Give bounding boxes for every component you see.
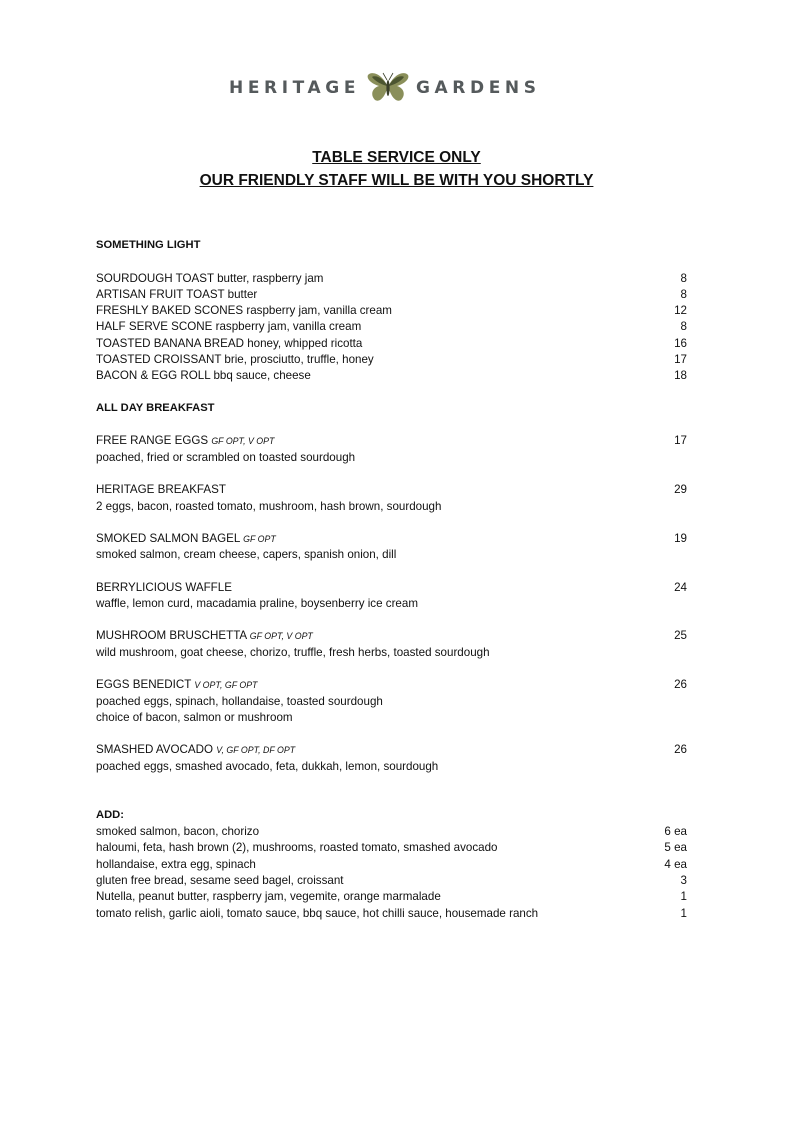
item-description: poached, fried or scrambled on toasted sourdough	[96, 451, 356, 464]
item-name: EGGS BENEDICT	[96, 678, 192, 691]
item-description: smoked salmon, cream cheese, capers, spanish onion, dill	[96, 548, 397, 561]
menu-item	[96, 319, 687, 335]
item-price: 18	[674, 369, 687, 382]
menu-item	[96, 482, 687, 498]
item-price: 8	[680, 288, 687, 301]
item-name: BACON & EGG ROLL bbq sauce, cheese	[96, 369, 311, 382]
section-title-something-light: SOMETHING LIGHT	[96, 239, 201, 251]
item-price: 6 ea	[664, 825, 687, 838]
menu-item	[96, 857, 687, 873]
item-name-wrap	[96, 677, 257, 693]
item-price: 16	[674, 337, 687, 350]
item-tags: GF OPT, V OPT	[249, 631, 313, 641]
item-name-wrap	[96, 531, 276, 547]
brand-word-right: GARDENS	[416, 78, 541, 98]
item-description: 2 eggs, bacon, roasted tomato, mushroom, hash brown, sourdough	[96, 500, 442, 513]
item-price: 3	[680, 874, 687, 887]
menu-item	[96, 873, 687, 889]
brand-logo	[0, 70, 793, 106]
item-description: wild mushroom, goat cheese, chorizo, truffle, fresh herbs, toasted sourdough	[96, 646, 490, 659]
menu-item	[96, 906, 687, 922]
item-price: 8	[680, 320, 687, 333]
menu-item	[96, 677, 687, 693]
menu-item	[96, 840, 687, 856]
item-name-wrap	[96, 742, 295, 758]
item-name: SMOKED SALMON BAGEL	[96, 532, 240, 545]
item-description: poached eggs, smashed avocado, feta, dukkah, lemon, sourdough	[96, 760, 439, 773]
section-title-add: ADD:	[96, 809, 124, 821]
menu-item	[96, 824, 687, 840]
item-price: 19	[674, 532, 687, 545]
item-tags: GF OPT, V OPT	[211, 436, 275, 446]
menu-item	[96, 889, 687, 905]
item-name: smoked salmon, bacon, chorizo	[96, 825, 260, 838]
item-name-wrap	[96, 433, 274, 449]
notice-line-1: TABLE SERVICE ONLY	[312, 149, 481, 166]
item-name: gluten free bread, sesame seed bagel, croissant	[96, 874, 344, 887]
item-description: choice of bacon, salmon or mushroom	[96, 711, 293, 724]
menu-item	[96, 336, 687, 352]
item-name: BERRYLICIOUS WAFFLE	[96, 581, 232, 594]
menu-item	[96, 368, 687, 384]
menu-item	[96, 531, 687, 547]
item-name: FRESHLY BAKED SCONES raspberry jam, vanilla cream	[96, 304, 392, 317]
item-name: haloumi, feta, hash brown (2), mushrooms, roasted tomato, smashed avocado	[96, 841, 498, 854]
notice-line-2: OUR FRIENDLY STAFF WILL BE WITH YOU SHORTLY	[199, 172, 594, 189]
menu-item	[96, 580, 687, 596]
menu-item	[96, 303, 687, 319]
menu-item	[96, 742, 687, 758]
item-price: 1	[680, 890, 687, 903]
item-name: ARTISAN FRUIT TOAST butter	[96, 288, 258, 301]
item-price: 5 ea	[664, 841, 687, 854]
item-price: 29	[674, 483, 687, 496]
menu-item	[96, 352, 687, 368]
item-price: 4 ea	[664, 858, 687, 871]
menu-item	[96, 433, 687, 449]
item-name: hollandaise, extra egg, spinach	[96, 858, 256, 871]
item-price: 24	[674, 581, 687, 594]
menu-item	[96, 271, 687, 287]
item-name: MUSHROOM BRUSCHETTA	[96, 629, 247, 642]
item-name: HALF SERVE SCONE raspberry jam, vanilla cream	[96, 320, 362, 333]
item-tags: V OPT, GF OPT	[194, 680, 258, 690]
menu-item	[96, 628, 687, 644]
item-name-wrap	[96, 580, 232, 596]
item-price: 17	[674, 434, 687, 447]
item-name: HERITAGE BREAKFAST	[96, 483, 226, 496]
item-name: tomato relish, garlic aioli, tomato sauce, bbq sauce, hot chilli sauce, housemade ranch	[96, 907, 539, 920]
item-price: 26	[674, 678, 687, 691]
menu-item	[96, 287, 687, 303]
item-description: waffle, lemon curd, macadamia praline, boysenberry ice cream	[96, 597, 418, 610]
item-description: poached eggs, spinach, hollandaise, toasted sourdough	[96, 695, 383, 708]
item-tags: GF OPT	[243, 534, 276, 544]
item-name: TOASTED CROISSANT brie, prosciutto, truffle, honey	[96, 353, 374, 366]
brand-word-left: HERITAGE	[229, 78, 361, 98]
item-tags: V, GF OPT, DF OPT	[216, 745, 296, 755]
item-price: 17	[674, 353, 687, 366]
butterfly-icon	[366, 70, 410, 104]
item-name: FREE RANGE EGGS	[96, 434, 209, 447]
item-name: Nutella, peanut butter, raspberry jam, vegemite, orange marmalade	[96, 890, 441, 903]
item-price: 8	[680, 272, 687, 285]
item-name-wrap	[96, 628, 313, 644]
item-name: TOASTED BANANA BREAD honey, whipped ricotta	[96, 337, 363, 350]
section-title-all-day-breakfast: ALL DAY BREAKFAST	[96, 402, 215, 414]
item-name: SMASHED AVOCADO	[96, 743, 214, 756]
item-price: 1	[680, 907, 687, 920]
item-name-wrap	[96, 482, 226, 498]
item-name: SOURDOUGH TOAST butter, raspberry jam	[96, 272, 324, 285]
item-price: 12	[674, 304, 687, 317]
item-price: 25	[674, 629, 687, 642]
item-price: 26	[674, 743, 687, 756]
